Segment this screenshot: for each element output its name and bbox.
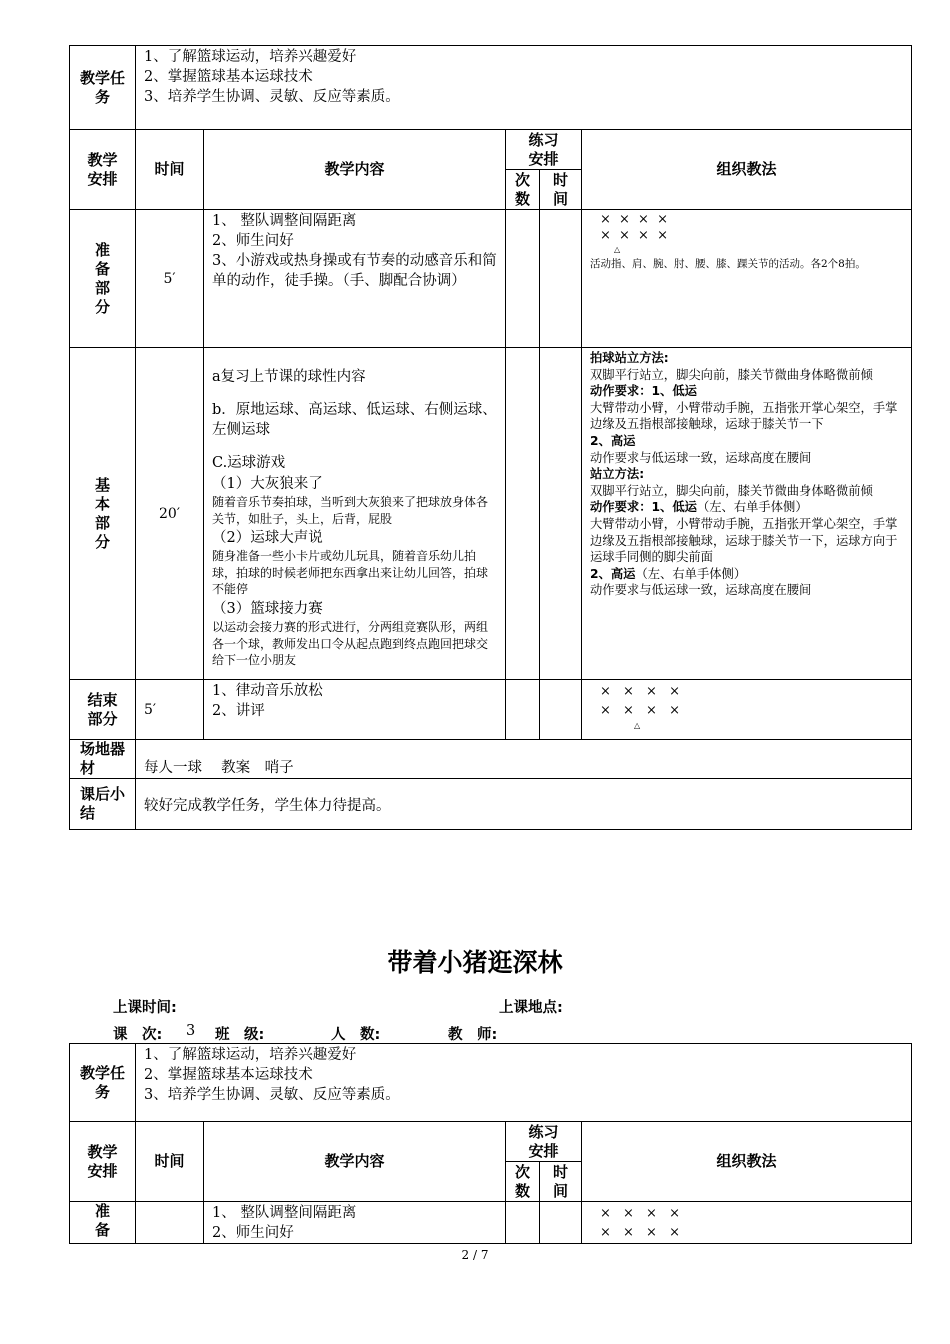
summary-label: 课后小结	[70, 779, 136, 830]
game-2-title: （2）运球大声说	[212, 530, 323, 547]
method-text: 双脚平行站立，脚尖向前，膝关节微曲身体略微前倾	[590, 367, 873, 382]
prep-item: 1、 整队调整间隔距离	[212, 1205, 357, 1221]
lesson-title: 带着小猪逛深林	[387, 948, 563, 977]
prep-label: 准备部分	[70, 210, 136, 348]
method-heading: 拍球站立方法:	[590, 351, 669, 365]
method-header: 组织教法	[582, 1122, 912, 1202]
summary-text: 较好完成教学任务，学生体力待提高。	[136, 779, 912, 830]
prep-content	[204, 1202, 506, 1244]
arrange-label: 教学安排	[70, 130, 136, 210]
teacher-triangle-icon: △	[634, 721, 641, 730]
venue-label: 场地器材	[70, 740, 136, 779]
prep-method	[582, 210, 912, 348]
game-3-title: （3）篮球接力赛	[212, 600, 323, 617]
task-item: 1、了解篮球运动，培养兴趣爱好	[144, 1047, 357, 1063]
task-label: 教学任务	[70, 1044, 136, 1122]
method-text: 动作要求与低运球一致，运球高度在腰间	[590, 450, 812, 465]
method-text: 大臂带动小臂，小臂带动手腕，五指张开掌心架空，手掌边缘及五指根部接触球，运球于膝关节一下	[590, 400, 898, 432]
task-item: 2、掌握篮球基本运球技术	[144, 69, 313, 85]
count-header: 次数	[506, 1162, 540, 1202]
basic-item-b: b．原地运球、高运球、低运球、右侧运球、左侧运球	[212, 402, 497, 438]
venue-text: 每人一球 教案 哨子	[136, 740, 912, 779]
prep-count	[506, 210, 540, 348]
prep-method	[582, 1202, 912, 1244]
end-time: 5′	[136, 680, 204, 740]
method-text: 双脚平行站立，脚尖向前，膝关节微曲身体略微前倾	[590, 483, 873, 498]
time-header: 时间	[136, 1122, 204, 1202]
prep-item: 2、师生问好	[212, 233, 294, 249]
end-practice-time	[540, 680, 582, 740]
arrange-label: 教学安排	[70, 1122, 136, 1202]
task-item: 2、掌握篮球基本运球技术	[144, 1067, 313, 1083]
basic-item-c: C.运球游戏	[212, 455, 286, 471]
method-header: 组织教法	[582, 130, 912, 210]
game-3-text: 以运动会接力赛的形式进行，分两组竞赛队形，两组各一个球，教师发出口令从起点跑到终点跑回把球交给下一位小朋友	[212, 619, 489, 668]
task-item: 3、培养学生协调、灵敏、反应等素质。	[144, 89, 400, 105]
method-heading: 站立方法:	[590, 467, 645, 482]
session-value: 3	[186, 1023, 196, 1039]
method-heading: 动作要求：1、低运（左、右单手体侧）	[590, 500, 808, 515]
basic-item-a: a复习上节课的球性内容	[212, 369, 366, 385]
prep-practice-time	[540, 210, 582, 348]
formation-row: × × × ×	[600, 703, 684, 718]
prep-count	[506, 1202, 540, 1244]
game-1-text: 随着音乐节奏拍球，当听到大灰狼来了把球放身体各关节，如肚子，头上，后背，屁股	[212, 495, 489, 526]
time-short-header: 时间	[540, 170, 582, 210]
content-header: 教学内容	[204, 130, 506, 210]
formation-row: × × × ×	[600, 228, 670, 243]
end-count	[506, 680, 540, 740]
class-time-label: 上课时间:	[113, 1000, 177, 1016]
prep-label: 准备	[70, 1202, 136, 1244]
place-label: 上课地点:	[499, 1000, 563, 1016]
end-item: 2、讲评	[212, 703, 265, 719]
formation-row: × × × ×	[600, 684, 684, 699]
count-header: 次数	[506, 170, 540, 210]
task-item: 3、培养学生协调、灵敏、反应等素质。	[144, 1087, 400, 1103]
class-label: 班 级:	[215, 1027, 265, 1043]
time-short-header: 时间	[540, 1162, 582, 1202]
basic-content	[204, 348, 506, 680]
prep-item: 2、师生问好	[212, 1225, 294, 1241]
prep-practice-time	[540, 1202, 582, 1244]
end-label: 结束部分	[70, 680, 136, 740]
prep-content	[204, 210, 506, 348]
task-list	[136, 1044, 912, 1122]
basic-practice-time	[540, 348, 582, 680]
prep-method-text: 活动指、肩、腕、肘、腰、膝、踝关节的活动。各2个8拍。	[590, 258, 866, 270]
task-item: 1、了解篮球运动，培养兴趣爱好	[144, 49, 357, 65]
formation-row: × × × ×	[600, 1206, 684, 1221]
method-text: 动作要求与低运球一致，运球高度在腰间	[590, 583, 812, 598]
lesson-plan-table-1	[69, 45, 912, 830]
basic-method	[582, 348, 912, 680]
game-1-title: （1）大灰狼来了	[212, 476, 323, 492]
basic-time: 20′	[136, 348, 204, 680]
people-label: 人 数:	[331, 1027, 381, 1043]
lesson-plan-table-2	[69, 1043, 912, 1244]
prep-item: 1、 整队调整间隔距离	[212, 213, 357, 229]
time-header: 时间	[136, 130, 204, 210]
task-label: 教学任务	[70, 46, 136, 130]
prep-time	[136, 1202, 204, 1244]
practice-header: 练习安排	[506, 130, 582, 170]
page-number: 2 / 7	[461, 1248, 489, 1262]
teacher-label: 教 师:	[448, 1027, 498, 1043]
formation-row: × × × ×	[600, 1225, 684, 1240]
basic-label: 基本部分	[70, 348, 136, 680]
session-label: 课 次:	[113, 1027, 163, 1043]
formation-row: × × × ×	[600, 212, 670, 227]
prep-item: 3、小游戏或热身操或有节奏的动感音乐和简单的动作，徒手操。（手、脚配合协调）	[212, 253, 497, 289]
end-method	[582, 680, 912, 740]
method-heading: 动作要求：1、低运	[590, 384, 697, 399]
prep-time: 5′	[136, 210, 204, 348]
content-header: 教学内容	[204, 1122, 506, 1202]
end-content	[204, 680, 506, 740]
method-text: 大臂带动小臂，小臂带动手腕，五指张开掌心架空，手掌边缘及五指根部接触球，运球于膝关节一下，运球方向于运球手同侧的脚尖前面	[590, 516, 898, 565]
task-list	[136, 46, 912, 130]
basic-count	[506, 348, 540, 680]
method-heading: 2、高运	[590, 433, 636, 448]
method-heading: 2、高运（左、右单手体侧）	[590, 566, 747, 581]
teacher-triangle-icon: △	[614, 245, 621, 254]
game-2-text: 随身准备一些小卡片或幼儿玩具，随着音乐幼儿拍球，拍球的时候老师把东西拿出来让幼儿回答，拍球不能停	[212, 549, 489, 597]
practice-header: 练习安排	[506, 1122, 582, 1162]
end-item: 1、律动音乐放松	[212, 683, 323, 699]
